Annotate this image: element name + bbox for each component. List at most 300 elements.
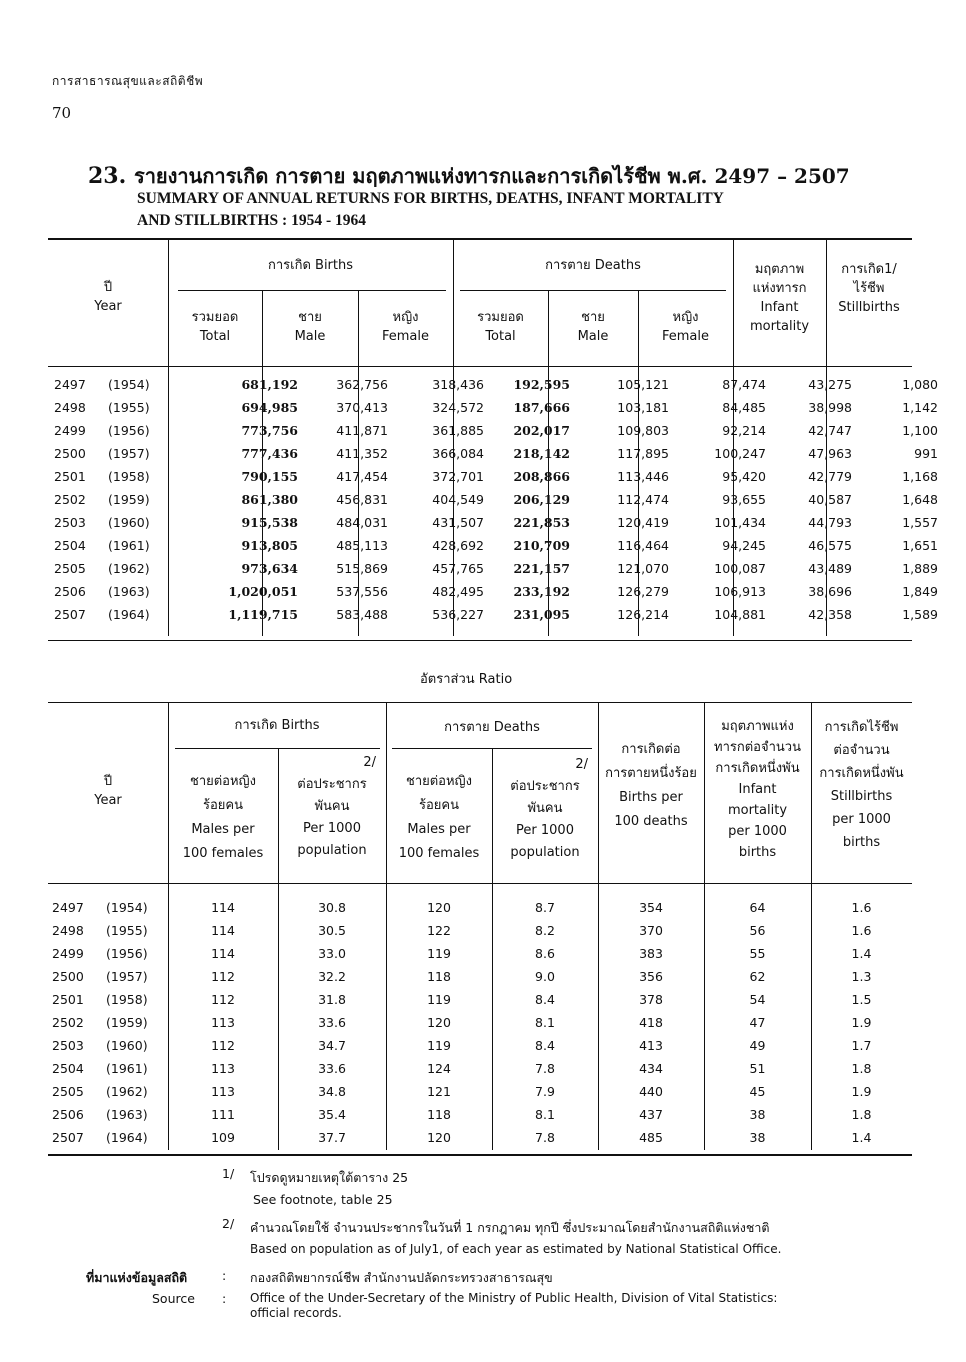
infant-mortality-cell: 46,575 (808, 538, 852, 553)
stillbirths-cell: 1,889 (902, 561, 938, 576)
header-line: mortality (727, 803, 788, 818)
deaths-males-per-females-cell: 119 (427, 992, 451, 1007)
births-total-cell: 790,155 (241, 469, 298, 484)
year-be-cell: 2504 (54, 538, 86, 553)
footnote-1-mark: 1/ (222, 1166, 235, 1181)
deaths-males-per-females-cell: 119 (427, 946, 451, 961)
table-row (48, 969, 912, 992)
year-header-thai: ปี (103, 280, 113, 295)
births-per-100-deaths-cell: 378 (639, 992, 663, 1007)
births-female-cell: 428,692 (432, 538, 484, 553)
deaths-male-cell: 126,214 (617, 607, 669, 622)
year-ad-cell: (1961) (106, 1061, 148, 1076)
header-line: Males per (191, 822, 255, 837)
births-per-100-deaths-cell: 370 (639, 923, 663, 938)
deaths-per-1000-cell: 7.9 (535, 1084, 555, 1099)
year-ad-cell: (1956) (106, 946, 148, 961)
title-english-line-2: AND STILLBIRTHS : 1954 - 1964 (137, 212, 366, 229)
table2-deaths-pop-header (492, 754, 598, 864)
stillbirth-rate-cell: 1.3 (851, 969, 872, 984)
deaths-male-cell: 121,070 (617, 561, 669, 576)
table-row (48, 469, 938, 492)
stillbirths-header-line: การเกิด1/ (841, 262, 897, 277)
deaths-female-cell: 93,655 (722, 492, 766, 507)
births-female-cell: 318,436 (432, 377, 484, 392)
deaths-female-cell: 100,087 (714, 561, 766, 576)
infant-header-line: มฤตภาพ (754, 262, 805, 277)
year-ad-cell: (1962) (106, 1084, 148, 1099)
births-per-1000-cell: 33.0 (318, 946, 346, 961)
year-be-cell: 2502 (52, 1015, 84, 1030)
stillbirths-cell: 1,080 (902, 377, 938, 392)
table2-subrule (392, 748, 592, 749)
stillbirths-cell: 1,168 (902, 469, 938, 484)
header-line: พันคน (527, 801, 563, 816)
table1-top-rule (48, 238, 912, 240)
births-female-cell: 361,885 (432, 423, 484, 438)
births-male-cell: 362,756 (336, 377, 388, 392)
table1-births-total-header (168, 308, 262, 346)
infant-header-line: แห่งทารก (752, 281, 807, 296)
births-males-per-females-cell: 112 (211, 1038, 235, 1053)
year-header-english: Year (94, 793, 122, 808)
deaths-female-cell: 94,245 (722, 538, 766, 553)
infant-header-line: mortality (749, 319, 810, 334)
table2-deaths-mpf-header (386, 770, 492, 866)
deaths-males-per-females-cell: 124 (427, 1061, 451, 1076)
births-per-100-deaths-cell: 354 (639, 900, 663, 915)
source-label-thai: ที่มาแห่งข้อมูลสถิติ (86, 1270, 188, 1285)
births-per-1000-cell: 37.7 (318, 1130, 346, 1145)
births-per-1000-cell: 30.8 (318, 900, 346, 915)
deaths-males-per-females-cell: 120 (427, 900, 451, 915)
source-thai: กองสถิติพยากรณ์ชีพ สำนักงานปลัดกระทรวงสาธารณสุข (250, 1270, 553, 1285)
stillbirths-cell: 1,648 (902, 492, 938, 507)
table1-header-rule (48, 366, 912, 367)
table-row (48, 1015, 912, 1038)
year-ad-cell: (1959) (106, 1015, 148, 1030)
year-ad-cell: (1964) (106, 1130, 148, 1145)
births-male-cell: 537,556 (336, 584, 388, 599)
footnote-1-thai: โปรดดูหมายเหตุใต้ตาราง 25 (250, 1170, 409, 1185)
deaths-female-cell: 101,434 (714, 515, 766, 530)
deaths-per-1000-cell: 8.6 (535, 946, 555, 961)
deaths-total-cell: 192,595 (513, 377, 570, 392)
stillbirth-rate-cell: 1.6 (851, 923, 872, 938)
table-row (48, 538, 938, 561)
deaths-per-1000-cell: 8.1 (535, 1107, 555, 1122)
stillbirth-rate-cell: 1.8 (851, 1107, 872, 1122)
deaths-males-per-females-cell: 121 (427, 1084, 451, 1099)
table2-deaths-group: การตาย Deaths (444, 720, 540, 735)
stillbirths-cell: 1,849 (902, 584, 938, 599)
stillbirth-rate-cell: 1.4 (851, 1130, 872, 1145)
deaths-per-1000-cell: 8.2 (535, 923, 555, 938)
infant-mortality-rate-cell: 64 (749, 900, 766, 915)
births-males-per-females-cell: 112 (211, 969, 235, 984)
header-line: พันคน (314, 799, 350, 814)
deaths-per-1000-cell: 8.7 (535, 900, 555, 915)
header-line: การเกิดหนึ่งพัน (715, 761, 800, 776)
deaths-total-cell: 202,017 (513, 423, 570, 438)
deaths-total-cell: 187,666 (513, 400, 570, 415)
table2-infant-header (704, 716, 811, 863)
births-per-100-deaths-cell: 485 (639, 1130, 663, 1145)
year-be-cell: 2505 (52, 1084, 84, 1099)
deaths-male-cell: 105,121 (617, 377, 669, 392)
births-per-100-deaths-cell: 418 (639, 1015, 663, 1030)
births-total-cell: 777,436 (241, 446, 298, 461)
stillbirth-rate-cell: 1.4 (851, 946, 872, 961)
births-total-cell: 913,805 (241, 538, 298, 553)
year-be-cell: 2502 (54, 492, 86, 507)
deaths-males-per-females-cell: 119 (427, 1038, 451, 1053)
header-line: Males per (407, 822, 471, 837)
births-total-cell: 1,119,715 (228, 607, 298, 622)
source-english-line-2: official records. (250, 1306, 342, 1320)
births-males-per-females-cell: 114 (211, 900, 235, 915)
table-row (48, 1084, 912, 1107)
table-number: 23. (88, 163, 127, 189)
infant-mortality-cell: 44,793 (808, 515, 852, 530)
table1-bottom-rule (48, 640, 912, 641)
table2-year-header (48, 772, 168, 810)
header-line: ชายต่อหญิง (190, 774, 256, 789)
births-male-cell: 411,871 (336, 423, 388, 438)
deaths-per-1000-cell: 7.8 (535, 1130, 555, 1145)
stillbirth-rate-cell: 1.6 (851, 900, 872, 915)
year-be-cell: 2498 (54, 400, 86, 415)
header-line: การตายหนึ่งร้อย (605, 766, 697, 781)
deaths-total-cell: 206,129 (513, 492, 570, 507)
births-males-per-females-cell: 114 (211, 923, 235, 938)
births-per-100-deaths-cell: 413 (639, 1038, 663, 1053)
table1-births-female-header (358, 308, 453, 346)
stillbirths-cell: 1,557 (902, 515, 938, 530)
year-be-cell: 2500 (52, 969, 84, 984)
header-line: ชายต่อหญิง (406, 774, 472, 789)
table1-deaths-group: การตาย Deaths (545, 258, 641, 273)
table2-bottom-rule (48, 1154, 912, 1156)
deaths-per-1000-cell: 8.1 (535, 1015, 555, 1030)
year-ad-cell: (1959) (108, 492, 150, 507)
year-ad-cell: (1955) (108, 400, 150, 415)
year-ad-cell: (1955) (106, 923, 148, 938)
table-row (48, 1107, 912, 1130)
deaths-total-cell: 221,853 (513, 515, 570, 530)
births-males-per-females-cell: 109 (211, 1130, 235, 1145)
stillbirths-header-line: ไร้ชีพ (853, 281, 885, 296)
header-line: Per 1000 (516, 823, 574, 838)
infant-mortality-rate-cell: 54 (749, 992, 766, 1007)
year-be-cell: 2497 (52, 900, 84, 915)
table1-deaths-total-header (453, 308, 548, 346)
births-total-cell: 694,985 (241, 400, 298, 415)
year-header-thai: ปี (103, 774, 113, 789)
header-line: births (738, 845, 777, 860)
year-be-cell: 2504 (52, 1061, 84, 1076)
infant-mortality-rate-cell: 38 (749, 1107, 766, 1122)
header-line: per 1000 (728, 824, 787, 839)
births-male-cell: 484,031 (336, 515, 388, 530)
deaths-male-cell: 126,279 (617, 584, 669, 599)
births-female-cell: 372,701 (432, 469, 484, 484)
deaths-male-cell: 116,464 (617, 538, 669, 553)
table1-infant-header (733, 260, 826, 336)
footnote-2-thai: คำนวณโดยใช้ จำนวนประชากรในวันที่ 1 กรกฎาคม ทุกปี ซึ่งประมาณโดยสำนักงานสถิติแห่งชาติ (250, 1220, 770, 1235)
table-row (48, 584, 938, 607)
table-row (48, 992, 912, 1015)
stillbirths-cell: 1,100 (902, 423, 938, 438)
ratio-caption: อัตราส่วน Ratio (420, 672, 513, 687)
year-ad-cell: (1954) (106, 900, 148, 915)
infant-mortality-rate-cell: 47 (749, 1015, 766, 1030)
births-males-per-females-cell: 114 (211, 946, 235, 961)
table1-stillbirths-header (826, 260, 912, 317)
header-line: Per 1000 (303, 821, 361, 836)
stillbirth-rate-cell: 1.7 (851, 1038, 872, 1053)
table1-year-header (48, 278, 168, 316)
subheader-english: Male (294, 329, 326, 344)
subheader-english: Female (661, 329, 709, 344)
births-female-cell: 366,084 (432, 446, 484, 461)
header-line: 100 females (182, 846, 264, 861)
year-ad-cell: (1958) (108, 469, 150, 484)
footnote-1-english: See footnote, table 25 (253, 1192, 393, 1207)
births-female-cell: 482,495 (432, 584, 484, 599)
year-be-cell: 2498 (52, 923, 84, 938)
header-line: population (297, 843, 367, 858)
stillbirths-cell: 1,142 (902, 400, 938, 415)
subheader-thai: ชาย (298, 310, 322, 325)
births-male-cell: 411,352 (336, 446, 388, 461)
subheader-english: Total (199, 329, 231, 344)
header-line: มฤตภาพแห่ง (721, 719, 794, 734)
year-ad-cell: (1954) (108, 377, 150, 392)
deaths-per-1000-cell: 8.4 (535, 1038, 555, 1053)
subheader-thai: รวมยอด (191, 310, 239, 325)
table-row (48, 1061, 912, 1084)
subheader-english: Total (485, 329, 516, 344)
table1-births-male-header (262, 308, 358, 346)
year-ad-cell: (1957) (106, 969, 148, 984)
year-ad-cell: (1957) (108, 446, 150, 461)
header-line: ทารกต่อจำนวน (714, 740, 801, 755)
births-per-1000-cell: 35.4 (318, 1107, 346, 1122)
source-label-english: Source (152, 1291, 195, 1306)
births-female-cell: 457,765 (432, 561, 484, 576)
infant-mortality-rate-cell: 51 (749, 1061, 766, 1076)
deaths-total-cell: 233,192 (513, 584, 570, 599)
table2-births-group: การเกิด Births (234, 718, 320, 733)
births-per-100-deaths-cell: 356 (639, 969, 663, 984)
year-be-cell: 2497 (54, 377, 86, 392)
year-header-english: Year (94, 299, 122, 314)
births-males-per-females-cell: 113 (211, 1061, 235, 1076)
table2-subrule (175, 748, 380, 749)
year-be-cell: 2500 (54, 446, 86, 461)
infant-mortality-rate-cell: 45 (749, 1084, 766, 1099)
table-row (48, 561, 938, 584)
subheader-english: Female (381, 329, 429, 344)
deaths-female-cell: 106,913 (714, 584, 766, 599)
table-row (48, 923, 912, 946)
births-female-cell: 324,572 (432, 400, 484, 415)
subheader-thai: หญิง (392, 310, 419, 325)
table-title-english (137, 188, 907, 232)
deaths-per-1000-cell: 8.4 (535, 992, 555, 1007)
births-female-cell: 404,549 (432, 492, 484, 507)
running-title: การสาธารณสุขและสถิติชีพ (52, 74, 204, 88)
deaths-male-cell: 103,181 (617, 400, 669, 415)
table-row (48, 377, 938, 400)
deaths-male-cell: 113,446 (617, 469, 669, 484)
source-colon: : (222, 1291, 227, 1306)
header-line: ร้อยคน (203, 798, 243, 813)
header-line: population (510, 845, 580, 860)
births-per-100-deaths-cell: 383 (639, 946, 663, 961)
deaths-total-cell: 221,157 (513, 561, 570, 576)
year-ad-cell: (1960) (108, 515, 150, 530)
deaths-female-cell: 87,474 (722, 377, 766, 392)
deaths-per-1000-cell: 7.8 (535, 1061, 555, 1076)
infant-mortality-cell: 40,587 (808, 492, 852, 507)
page-number: 70 (52, 104, 72, 122)
table1-births-group: การเกิด Births (267, 258, 354, 273)
deaths-male-cell: 117,895 (617, 446, 669, 461)
table-row (48, 492, 938, 515)
infant-mortality-cell: 43,275 (808, 377, 852, 392)
table-row (48, 400, 938, 423)
births-total-cell: 861,380 (241, 492, 298, 507)
table2-births-mpf-header (168, 770, 278, 866)
year-be-cell: 2503 (52, 1038, 84, 1053)
deaths-total-cell: 218,142 (513, 446, 570, 461)
table-row (48, 946, 912, 969)
year-be-cell: 2507 (54, 607, 86, 622)
infant-mortality-rate-cell: 49 (749, 1038, 766, 1053)
infant-mortality-cell: 38,998 (808, 400, 852, 415)
births-male-cell: 417,454 (336, 469, 388, 484)
header-line: ต่อจำนวน (833, 743, 890, 758)
year-ad-cell: (1961) (108, 538, 150, 553)
births-female-cell: 431,507 (432, 515, 484, 530)
table2-header-rule (48, 883, 912, 884)
births-males-per-females-cell: 113 (211, 1084, 235, 1099)
births-per-1000-cell: 31.8 (318, 992, 346, 1007)
subheader-thai: รวมยอด (477, 310, 524, 325)
infant-mortality-cell: 38,696 (808, 584, 852, 599)
births-males-per-females-cell: 112 (211, 992, 235, 1007)
table-row (48, 423, 938, 446)
table2-births-per-deaths-header (598, 738, 704, 834)
table-row (48, 1130, 912, 1153)
births-per-100-deaths-cell: 434 (639, 1061, 663, 1076)
subheader-thai: หญิง (672, 310, 699, 325)
subheader-english: Male (577, 329, 609, 344)
deaths-males-per-females-cell: 118 (427, 969, 451, 984)
header-line: การเกิดไร้ชีพ (824, 720, 899, 735)
births-total-cell: 1,020,051 (228, 584, 298, 599)
header-line: ต่อประชากร (510, 779, 580, 794)
table-row (48, 446, 938, 469)
year-be-cell: 2507 (52, 1130, 84, 1145)
stillbirths-cell: 1,589 (902, 607, 938, 622)
header-line: Stillbirths (830, 789, 893, 804)
births-male-cell: 370,413 (336, 400, 388, 415)
footnote-2-mark: 2/ (222, 1216, 235, 1231)
deaths-male-cell: 120,419 (617, 515, 669, 530)
births-male-cell: 485,113 (336, 538, 388, 553)
table1-deaths-male-header (548, 308, 638, 346)
infant-mortality-rate-cell: 62 (749, 969, 766, 984)
infant-mortality-rate-cell: 55 (749, 946, 766, 961)
infant-mortality-cell: 47,963 (808, 446, 852, 461)
source-colon: : (222, 1268, 227, 1283)
births-per-1000-cell: 34.7 (318, 1038, 346, 1053)
footnote-2-english: Based on population as of July1, of each year as estimated by National Statistical Office. (250, 1242, 782, 1256)
subheader-thai: ชาย (581, 310, 605, 325)
births-male-cell: 456,831 (336, 492, 388, 507)
infant-mortality-rate-cell: 38 (749, 1130, 766, 1145)
deaths-total-cell: 210,709 (513, 538, 570, 553)
header-line: Births per (619, 790, 683, 805)
births-per-1000-cell: 34.8 (318, 1084, 346, 1099)
stillbirths-header-line: Stillbirths (838, 300, 900, 315)
title-thai-text: รายงานการเกิด การตาย มฤตภาพแห่งทารกและการเกิดไร้ชีพ พ.ศ. 2497 – 2507 (133, 164, 850, 188)
year-ad-cell: (1960) (106, 1038, 148, 1053)
title-english-line-1: SUMMARY OF ANNUAL RETURNS FOR BIRTHS, DEATHS, INFANT MORTALITY (137, 190, 724, 207)
year-be-cell: 2505 (54, 561, 86, 576)
stillbirth-rate-cell: 1.5 (851, 992, 872, 1007)
births-males-per-females-cell: 113 (211, 1015, 235, 1030)
stillbirths-cell: 1,651 (902, 538, 938, 553)
births-total-cell: 915,538 (241, 515, 298, 530)
table2-stillbirths-header (811, 716, 912, 854)
year-be-cell: 2506 (52, 1107, 84, 1122)
year-ad-cell: (1964) (108, 607, 150, 622)
year-ad-cell: (1956) (108, 423, 150, 438)
deaths-total-cell: 231,095 (513, 607, 570, 622)
year-ad-cell: (1958) (106, 992, 148, 1007)
deaths-males-per-females-cell: 118 (427, 1107, 451, 1122)
infant-mortality-cell: 42,779 (808, 469, 852, 484)
header-line: births (842, 835, 881, 850)
births-per-1000-cell: 33.6 (318, 1015, 346, 1030)
table-row (48, 607, 938, 630)
births-female-cell: 536,227 (432, 607, 484, 622)
infant-header-line: Infant (760, 300, 799, 315)
table1-subrule (460, 290, 726, 291)
table-row (48, 900, 912, 923)
deaths-female-cell: 104,881 (714, 607, 766, 622)
births-per-1000-cell: 32.2 (318, 969, 346, 984)
deaths-female-cell: 95,420 (722, 469, 766, 484)
header-line: ร้อยคน (419, 798, 459, 813)
deaths-male-cell: 109,803 (617, 423, 669, 438)
footnote-mark: 2/ (575, 757, 588, 772)
year-be-cell: 2499 (54, 423, 86, 438)
header-line: Infant (738, 782, 777, 797)
deaths-males-per-females-cell: 120 (427, 1015, 451, 1030)
table2-births-pop-header (278, 752, 386, 862)
header-line: per 1000 (832, 812, 891, 827)
year-be-cell: 2499 (52, 946, 84, 961)
deaths-males-per-females-cell: 122 (427, 923, 451, 938)
header-line: การเกิดหนึ่งพัน (819, 766, 904, 781)
table-row (48, 515, 938, 538)
births-total-cell: 973,634 (241, 561, 298, 576)
